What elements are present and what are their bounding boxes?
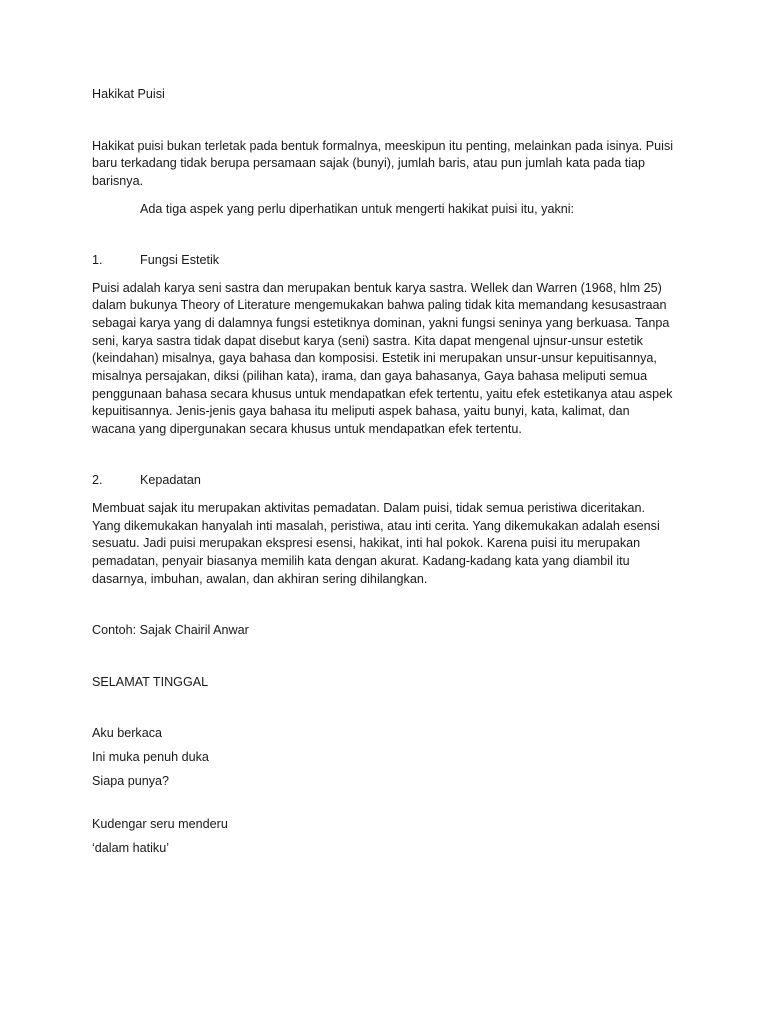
poem-line: ‘dalam hatiku’ [92,840,170,855]
poem-line: Aku berkaca [92,726,163,741]
section-heading-text: Kepadatan [140,473,201,488]
document-title: Hakikat Puisi [92,87,165,101]
section-body-kepadatan: Membuat sajak itu merupakan aktivitas pemadatan. Dalam puisi, tidak semua peristiwa diceritakan. Yang dikemukakan hanyalah inti masalah, peristiwa, atau inti cerita. Yang dikemukakan adalah esensi sesuatu. Jadi puisi merupakan ekspresi esensi, hakikat, inti hal pokok. Karena puisi itu merupakan pemadatan, penyair biasanya memilih kata dengan akurat. Kadang-kadang kata yang diambil itu dasarnya, imbuhan, awalan, dan akhiran sering dihilangkan. [92,501,660,586]
section-heading-kepadatan [92,472,674,490]
section-body-fungsi-estetik: Puisi adalah karya seni sastra dan merupakan bentuk karya sastra. Wellek dan Warren (1968, hlm 25) dalam bukunya Theory of Literature mengemukakan bahwa paling tidak kita memandang kesusastraan sebagai karya yang di dalamnya fungsi estetiknya dominan, yakni fungsi seninya yang berkuasa. Tanpa seni, karya sastra tidak dapat disebut karya (seni) sastra. Kita dapat mengenal ujnsur-unsur estetik (keindahan) misalnya, gaya bahasa dan komposisi. Estetik ini merupakan unsur-unsur kepuitisannya, misalnya persajakan, diksi (pilihan kata), irama, dan gaya bahasanya, Gaya bahasa meliputi semua penggunaan bahasa secara khusus untuk mendapatkan efek tertentu, yaitu efek estetikanya atau aspek kepuitisannya. Jenis-jenis gaya bahasa itu meliputi aspek bahasa, yaitu bunyi, kata, kalimat, dan wacana yang dipergunakan secara khusus untuk mendapatkan efek tertentu. [92,280,673,436]
aspects-intro-paragraph: Ada tiga aspek yang perlu diperhatikan untuk mengerti hakikat puisi itu, yakni: [140,201,575,216]
document-page [92,86,674,884]
poem-stanza [92,816,674,857]
poem-title: SELAMAT TINGGAL [92,674,209,689]
section-number: 1. [92,253,103,268]
poem-line: Siapa punya? [92,773,170,788]
intro-paragraph: Hakikat puisi bukan terletak pada bentuk formalnya, meeskipun itu penting, melainkan pada isinya. Puisi baru terkadang tidak berupa persamaan sajak (bunyi), jumlah baris, atau pun jumlah kata pada tiap barisnya. [92,138,674,188]
section-heading-fungsi-estetik [92,252,674,270]
poem-line: Kudengar seru menderu [92,817,228,832]
section-heading-text: Fungsi Estetik [140,253,220,268]
poem-line: Ini muka penuh duka [92,750,209,764]
poem-stanza [92,725,674,790]
section-number: 2. [92,473,103,488]
example-label: Contoh: Sajak Chairil Anwar [92,623,249,638]
